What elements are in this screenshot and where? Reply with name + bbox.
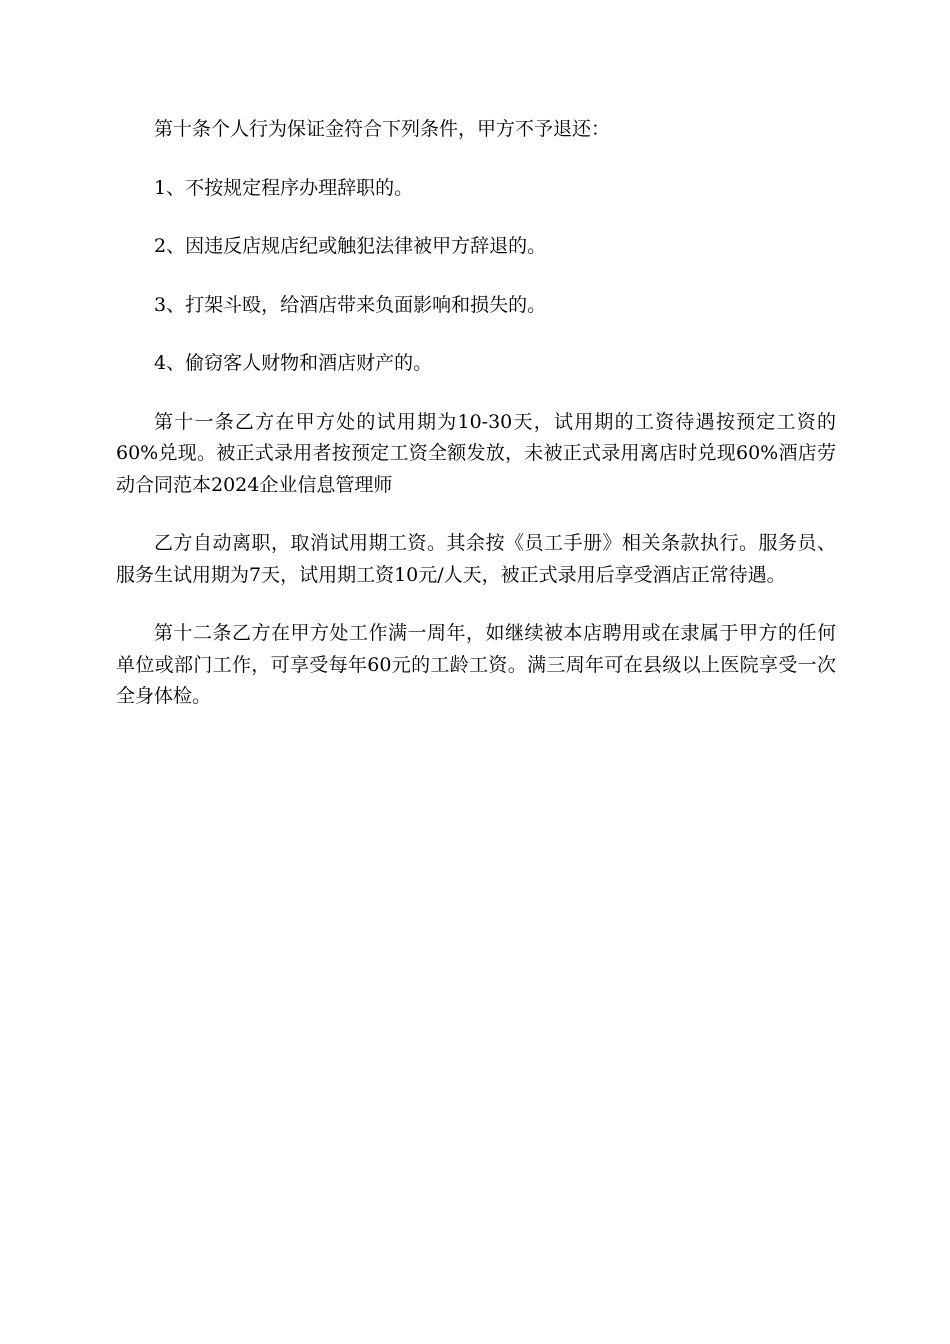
article-10-item-1: 1、不按规定程序办理辞职的。 bbox=[154, 176, 414, 199]
article-11-continuation: 乙方自动离职，取消试用期工资。其余按《员工手册》相关条款执行。服务员、服务生试用期为7天，试用期工资10元/人天，被正式录用后享受酒店正常待遇。 bbox=[116, 532, 836, 586]
article-12-paragraph: 第十二条乙方在甲方处工作满一周年，如继续被本店聘用或在隶属于甲方的任何单位或部门工作，可享受每年60元的工龄工资。满三周年可在县级以上医院享受一次全身体检。 bbox=[116, 622, 836, 707]
article-10-item-2: 2、因违反店规店纪或触犯法律被甲方辞退的。 bbox=[154, 235, 547, 257]
document-body bbox=[116, 114, 836, 713]
article-10-item-3: 3、打架斗殴，给酒店带来负面影响和损失的。 bbox=[154, 293, 547, 316]
article-10-item-4: 4、偷窃客人财物和酒店财产的。 bbox=[154, 352, 433, 374]
article-11-paragraph: 第十一条乙方在甲方处的试用期为10-30天，试用期的工资待遇按预定工资的60%兑现。被正式录用者按预定工资全额发放，未被正式录用离店时兑现60%酒店劳动合同范本2024企业信息管理师 bbox=[116, 410, 836, 496]
article-10-heading: 第十条个人行为保证金符合下列条件，甲方不予退还： bbox=[154, 118, 611, 140]
